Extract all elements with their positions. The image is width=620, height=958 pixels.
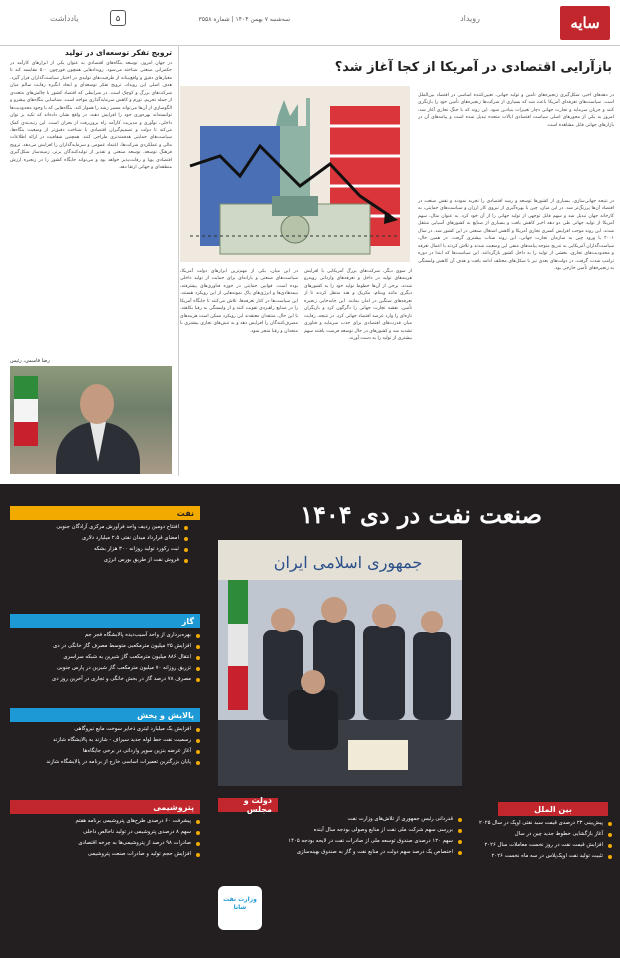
list-item: سهم ۸ درصدی پتروشیمی در تولید ناخالص داخلی xyxy=(10,829,200,837)
petrochemical-header: پتروشیمی xyxy=(10,800,200,814)
government-header: دولت و مجلس xyxy=(218,798,278,812)
column-divider xyxy=(178,46,179,476)
list-item: تزریق روزانه ۷۰ میلیون مترمکعب گاز شیرین در پارس جنوبی xyxy=(10,665,200,673)
list-item: تثبیت تولید نفت اوپک‌پلاس در سه ماه نخست ۲۰۲۶ xyxy=(472,853,612,861)
issue-info: سه‌شنبه ۷ بهمن ۱۴۰۴ | شماره ۳۵۵۸ xyxy=(198,16,290,23)
petrochemical-list xyxy=(10,818,200,862)
article-column: در نتیجه جهانی‌سازی، بسیاری از کشورها توسعه و رشد اقتصادی را تجربه نمودند و نقش صنعت در اقتصاد آن‌ها پررنگ‌تر شد. در این میان، چین با بهره‌گیری از نیروی کار ارزان و سیاست‌های حمایتی، به کارخانه جهان تبدیل شد و سهم قابل توجهی از تولید جهانی را از آن خود کرد. به عنوان مثال، سهم آمریکا از تولید جهانی طی دو دهه اخیر کاهش یافت و بسیاری از صنایع به کشورهای آسیایی منتقل شدند. این روند موجب افزایش کسری تجاری آمریکا و کاهش اشتغال صنعتی در این کشور شد. در سال ۲۰۰۱ با ورود چین به سازمان تجارت جهانی، این روند شتاب بیشتری گرفت. در همین حال، سیاست‌گذاران آمریکایی به تدریج متوجه پیامدهای منفی این وضعیت شدند و تلاش کردند با اعمال تعرفه و محدودیت‌های تجاری، بخشی از تولید را به داخل کشور بازگردانند. این سیاست‌ها که ابتدا در دوره ترامپ شدت گرفت، در دولت‌های بعدی نیز با شکل‌های مختلف ادامه یافت و هدف آن کاهش وابستگی به زنجیره‌های تأمین خارجی بود. xyxy=(418,199,614,271)
section-label-left: یادداشت xyxy=(50,14,79,23)
list-item: افزایش یک میلیارد لیتری ذخایر سوخت مایع نیروگاهی xyxy=(10,726,200,734)
main-headline[interactable]: بازآرایی اقتصادی در آمریکا از کجا آغاز شد؟ xyxy=(334,60,612,75)
government-list xyxy=(218,816,462,860)
gas-header: گاز xyxy=(10,614,200,628)
list-item: فروش نفت از طریق بورس انرژی xyxy=(10,557,188,565)
article-illustration xyxy=(180,86,410,262)
international-header: بین الملل xyxy=(498,802,608,816)
list-item: افزایش حجم تولید و صادرات صنعت پتروشیمی xyxy=(10,851,200,859)
list-item: رسمیت نفت خط لوله جدید سیراف - شازند به پالایشگاه شازند xyxy=(10,737,200,745)
refinery-list xyxy=(10,726,200,770)
refinery-header: پالایش و پخش xyxy=(10,708,200,722)
list-item: افزایش قیمت نفت در روز نخست معاملات سال ۲۰۲۶ xyxy=(472,842,612,850)
list-item: ثبت رکورد تولید روزانه ۳۰۰ هزار بشکه xyxy=(10,546,188,554)
international-list xyxy=(472,820,612,864)
shana-logo: وزارت نفت شانا xyxy=(218,886,262,930)
list-item: افزایش ۲۵ میلیون مترمکعبی متوسط مصرف گاز خانگی در دی xyxy=(10,643,200,651)
section-label-right: رویداد xyxy=(460,14,480,23)
list-item: پایان بزرگترین تعمیرات اساسی خارج از برنامه در پالایشگاه شازند xyxy=(10,759,200,767)
column-body: در جهان امروز، توسعه بنگاه‌های اقتصادی به عنوان یکی از ابزارهای کارآمد در حکمرانی صنعتی شناخته می‌شود. رویداد‌هایی همچون فورچون ۵۰۰ مقایسه کند تا معیارهای دقیق و واقع‌بینانه از ظرفیت‌های تولیدی در اختیار سیاست‌گذاران قرار گیرد. هدف اصلی این رویداد، ترویج تفکر توسعه‌ای و ایجاد انگیزه رقابت سالم میان شرکت‌های بزرگ و کوچک است. در شرایطی که اقتصاد کشور با چالش‌های متعددی از جمله تحریم، تورم و کاهش سرمایه‌گذاری مواجه است، شناسایی بنگاه‌های پیشرو و الگوسازی از آن‌ها می‌تواند مسیر رشد را هموار کند. بنگاه‌هایی که با وجود محدودیت‌ها توانسته‌اند بهره‌وری خود را افزایش دهند، در واقع نشان داده‌اند که تکیه بر توان داخلی، نوآوری و مدیریت کارآمد راه برون‌رفت از بحران است. این رتبه‌بندی کمک می‌کند تا دولت و تصمیم‌گیران اقتصادی با شناخت دقیق‌تر از وضعیت بنگاه‌ها، سیاست‌های حمایتی هدفمندتری طراحی کنند. همچنین شفافیت در ارائه اطلاعات مالی و عملکردی شرکت‌ها، اعتماد عمومی و سرمایه‌گذاران را افزایش می‌دهد. ترویج فرهنگ توسعه، توسعه صنعتی و تقدیر از تولیدکنندگان برتر، زمینه‌ساز شکل‌گیری اقتصادی پویا و رقابت‌پذیر خواهد بود و می‌تواند جایگاه کشور را در زنجیره ارزش منطقه‌ای و جهانی ارتقا دهد. xyxy=(10,61,172,171)
ceremony-photo xyxy=(218,540,462,786)
main-lead: در دهه‌های اخیر، شکل‌گیری زنجیره‌های تأمین و تولید جهانی، تعیین‌کننده اساسی در اقتصاد بین‌الملل است. سیاست‌های تعرفه‌ای آمریکا باعث شد که بسیاری از شرکت‌ها زنجیره‌های تأمین خود را بازنگری کنند و جریان سرمایه و تجارت جهانی دچار تغییرات بنیادین شود. این روند که با جنگ تجاری آغاز شد، امروز به یکی از محورهای اصلی سیاست اقتصادی ایالات متحده تبدیل شده است و پیامدهای آن در بازارهای جهانی قابل مشاهده است. xyxy=(418,93,614,128)
column-title: ترویج تفکر توسعه‌ای در تولید xyxy=(64,48,172,57)
list-item: آغاز بازگشایی خطوط جدید چین در سال xyxy=(472,831,612,839)
list-item: آغاز عرضه بنزین سوپر وارداتی در برخی جایگاه‌ها xyxy=(10,748,200,756)
column-author: رضا قاسمی، رئیس xyxy=(10,358,50,364)
list-item: امضای قرارداد میدان نفتی ۲.۵ میلیارد دلاری xyxy=(10,535,188,543)
list-item: پیش‌بینی ۲۳ درصدی قیمت سبد نفتی اوپک در سال ۲۰۲۵ xyxy=(472,820,612,828)
liberty-chart-illustration xyxy=(180,86,410,262)
list-item: مصرف ۷۸ درصد گاز در بخش خانگی و تجاری در آخرین روز دی xyxy=(10,676,200,684)
newspaper-logo[interactable]: سایه xyxy=(560,6,610,40)
list-item: قدردانی رئیس جمهوری از تلاش‌های وزارت نفت xyxy=(218,816,462,824)
list-item: بهره‌برداری از واحد آسیب‌دیده پالایشگاه فجر جم xyxy=(10,632,200,640)
photo-banner-text: جمهوری اسلامی ایران xyxy=(273,553,423,572)
oil-section-title: صنعت نفت در دی ۱۴۰۴ xyxy=(300,500,542,529)
list-item: سهم ۱۲۰ درصدی صندوق توسعه ملی از صادرات نفت در لایحه بودجه ۱۴۰۵ xyxy=(218,838,462,846)
list-item: انتقال ۸۸۶ میلیون مترمکعب گاز شیرین به شبکه سراسری xyxy=(10,654,200,662)
list-item: اختصاص یک درصد سهم دولت در منابع نفت و گاز به صندوق بهینه‌سازی xyxy=(218,849,462,857)
ceremony-illustration xyxy=(218,540,462,786)
naft-header: نفت xyxy=(10,506,200,520)
naft-list xyxy=(10,524,188,568)
page-number: ۵ xyxy=(110,10,126,26)
page-header xyxy=(0,0,620,46)
gas-list xyxy=(10,632,200,687)
list-item: صادرات ۹۸ درصد از پتروشیمی‌ها به چرخه اقتصادی xyxy=(10,840,200,848)
article-column: از سوی دیگر، شرکت‌های بزرگ آمریکایی با افزایش هزینه‌های تولید در داخل و تعرفه‌های وارداتی روبه‌رو شدند. برخی از آن‌ها خطوط تولید خود را به کشورهای دیگری مانند ویتنام، مکزیک و هند منتقل کردند تا از تعرفه‌های سنگین در امان بمانند. این جابه‌جایی زنجیره تأمین، نقشه تجارت جهانی را دگرگون کرد و بازیگران تازه‌ای را وارد عرصه اقتصاد جهانی کرد. در نتیجه، رقابت میان قدرت‌های اقتصادی برای جذب سرمایه و فناوری تشدید شد و کشورهای در حال توسعه فرصت یافتند سهم بیشتری از تولید را به دست آورند. xyxy=(304,269,412,341)
list-item: بررسی سهم شرکت ملی نفت از منابع وصولی بودجه سال آینده xyxy=(218,827,462,835)
list-item: پیشرفت ۶۰ درصدی طرح‌های پتروشیمی برنامه هفتم xyxy=(10,818,200,826)
author-photo xyxy=(10,366,172,474)
article-column: در این میان، یکی از مهم‌ترین ابزارهای دولت آمریکا، سیاست‌های صنعتی و یارانه‌ای برای حمایت از تولید داخلی بوده است. قوانین حمایتی در حوزه فناوری‌های پیشرفته، نیمه‌هادی‌ها و انرژی‌های پاک نمونه‌هایی از این رویکرد هستند. این سیاست‌ها در کنار تعرفه‌ها، تلاش می‌کنند تا جایگاه آمریکا را در صنایع راهبردی تقویت کنند و از وابستگی به رقبا بکاهند. با این حال، منتقدان معتقدند این رویکرد ممکن است هزینه‌های مصرف‌کنندگان را افزایش دهد و به تنش‌های تجاری بیشتری با متحدان و رقبا منجر شود. xyxy=(180,269,298,334)
iran-flag-icon xyxy=(14,376,38,446)
list-item: افتتاح دومین ردیف واحد فرآورش مرکزی آزادگان جنوبی xyxy=(10,524,188,532)
